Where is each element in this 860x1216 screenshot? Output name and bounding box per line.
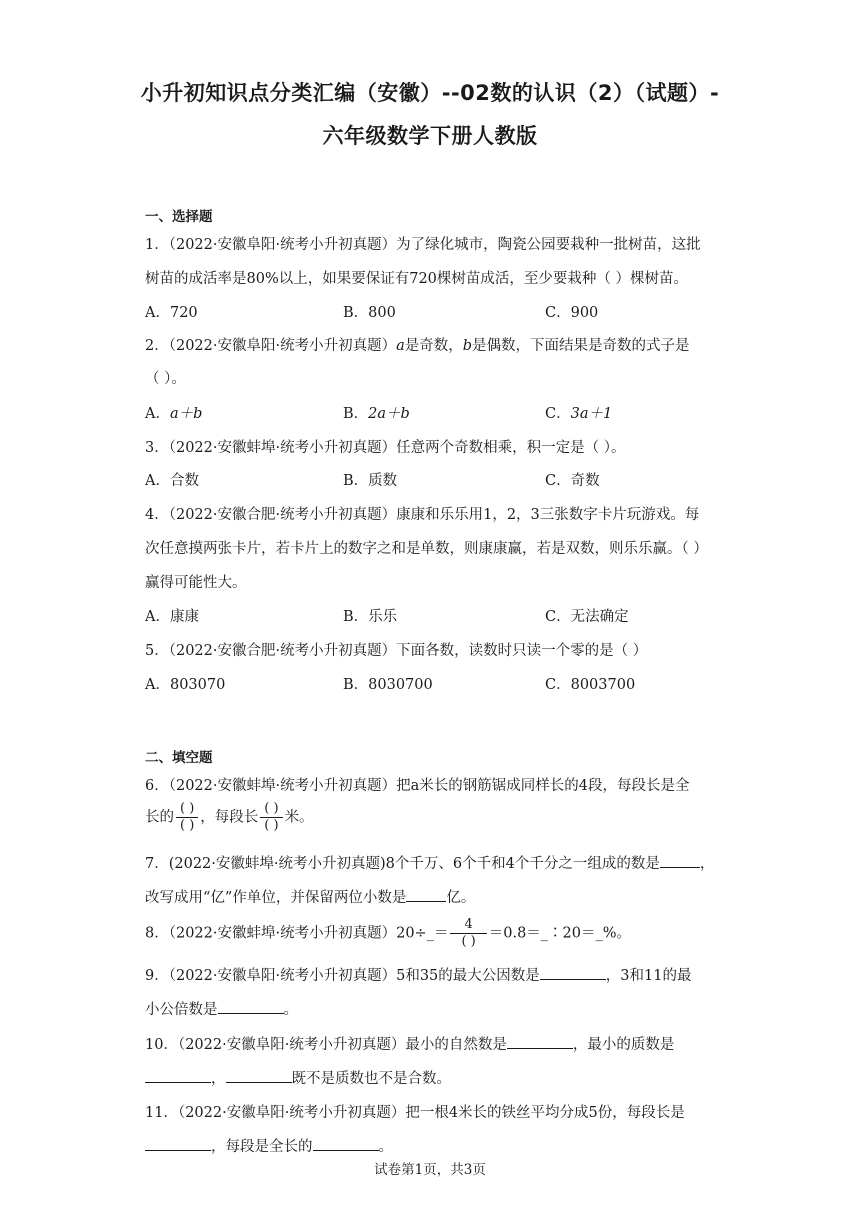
q11-blank-1[interactable] (145, 1138, 211, 1151)
q5-option-b: B．8030700 (343, 677, 433, 693)
q2-option-c-expr: 3a＋1 (570, 406, 613, 422)
q6-fraction-2-bottom: ( ) (260, 817, 282, 833)
q3-option-a: A．合数 (145, 473, 199, 489)
q9-text-1b: ，3和11的最 (605, 968, 692, 984)
title-line-2: 六年级数学下册人教版 (322, 124, 538, 148)
q5-option-a: A．803070 (145, 677, 226, 693)
q2-option-b-expr: 2a＋b (368, 406, 410, 422)
q2-option-b (343, 402, 410, 423)
q4-option-b: B．乐乐 (343, 609, 398, 625)
title-line-1: 小升初知识点分类汇编（安徽）--02数的认识（2）（试题）- (140, 81, 720, 105)
q8-fraction-top: 4 (464, 917, 473, 932)
q7-text-2b: 亿。 (446, 890, 476, 906)
q6-fraction-1 (176, 802, 198, 833)
q10-blank-3[interactable] (226, 1070, 292, 1083)
q3-option-b: B．质数 (343, 473, 398, 489)
q6-fraction-2 (260, 802, 282, 833)
q2-option-a (145, 402, 202, 423)
q11-line-1: 11．（2022·安徽阜阳·统考小升初真题）把一根4米长的铁丝平均分成5份，每段长是 (145, 1105, 685, 1121)
q9-text-2b: 。 (283, 1002, 298, 1018)
q7-line-1 (145, 852, 714, 873)
q11-text-2b: 。 (378, 1139, 393, 1155)
q6-post: 米。 (284, 809, 314, 826)
q9-line-1 (145, 964, 691, 985)
q4-line-3: 赢得可能性大。 (145, 575, 247, 591)
q6-line-2 (145, 802, 314, 833)
q2-option-b-label: B． (343, 406, 369, 422)
q5-option-c: C．8003700 (545, 677, 636, 693)
q9-line-2 (145, 998, 298, 1019)
q10-line-2 (145, 1067, 451, 1088)
q6-fraction-2-top: ( ) (264, 801, 279, 816)
q6-mid: ，每段长 (200, 809, 259, 826)
q11-blank-2[interactable] (313, 1138, 379, 1151)
q10-line-1 (145, 1033, 674, 1054)
q1-line-1: 1．（2022·安徽阜阳·统考小升初真题）为了绿化城市，陶瓷公园要栽种一批树苗，这批 (145, 237, 701, 253)
q2-line-1 (145, 334, 690, 355)
q8-fraction-bottom: ( ) (450, 933, 486, 949)
q6-fraction-1-bottom: ( ) (176, 817, 198, 833)
q4-line-2: 次任意摸两张卡片，若卡片上的数字之和是单数，则康康赢，若是双数，则乐乐赢。（ ） (145, 541, 708, 557)
q10-text-1a: 10．（2022·安徽阜阳·统考小升初真题）最小的自然数是 (145, 1037, 507, 1053)
q10-text-2a: ， (211, 1071, 226, 1087)
q8-fraction (450, 918, 486, 949)
q7-line-2 (145, 886, 475, 907)
q7-text-1a: 7．(2022·安徽蚌埠·统考小升初真题)8个千万、6个千和4个千分之一组成的数是 (145, 856, 660, 872)
q2-mid: 是奇数， (404, 338, 463, 354)
q9-blank-2[interactable] (218, 1001, 284, 1014)
q4-option-c: C．无法确定 (545, 609, 629, 625)
q2-line-2: （ ）。 (145, 371, 186, 387)
q11-line-2 (145, 1135, 393, 1156)
q2-option-c-label: C． (545, 406, 571, 422)
q1-option-c: C．900 (545, 305, 599, 321)
q10-blank-1[interactable] (507, 1036, 573, 1049)
q7-blank-2[interactable] (406, 889, 446, 902)
q1-line-2: 树苗的成活率是80%以上，如果要保证有720棵树苗成活，至少要栽种（ ）棵树苗。 (145, 271, 689, 287)
q6-pre: 长的 (145, 809, 174, 826)
q2-option-a-label: A． (145, 406, 170, 422)
q7-text-1b: ， (699, 856, 715, 872)
q7-blank-1[interactable] (660, 855, 700, 868)
q4-line-1: 4．（2022·安徽合肥·统考小升初真题）康康和乐乐用1，2，3三张数字卡片玩游戏。每 (145, 507, 700, 523)
section-heading-fill: 二、填空题 (145, 750, 213, 766)
q8-post: ＝0.8＝_∶20＝_%。 (488, 925, 632, 942)
q10-text-2b: 既不是质数也不是合数。 (291, 1071, 451, 1087)
q9-text-2a: 小公倍数是 (145, 1002, 218, 1018)
section-heading-choice: 一、选择题 (145, 209, 213, 225)
q5-line-1: 5．（2022·安徽合肥·统考小升初真题）下面各数，读数时只读一个零的是（ ） (145, 643, 648, 659)
q3-line-1: 3．（2022·安徽蚌埠·统考小升初真题）任意两个奇数相乘，积一定是（ ）。 (145, 440, 626, 456)
q3-option-c: C．奇数 (545, 473, 600, 489)
q9-text-1a: 9．（2022·安徽阜阳·统考小升初真题）5和35的最大公因数是 (145, 968, 540, 984)
q10-blank-2[interactable] (145, 1070, 211, 1083)
q1-option-a: A．720 (145, 305, 198, 321)
page-footer: 试卷第1页，共3页 (374, 1162, 486, 1178)
q4-option-a: A．康康 (145, 609, 199, 625)
q6-line-1: 6．（2022·安徽蚌埠·统考小升初真题）把a米长的钢筋锯成同样长的4段，每段长是全 (145, 778, 690, 794)
q1-option-b: B．800 (343, 305, 396, 321)
q2-option-a-expr: a＋b (169, 406, 203, 422)
q9-blank-1[interactable] (540, 967, 606, 980)
q6-fraction-1-top: ( ) (180, 801, 195, 816)
q2-suffix: 是偶数，下面结果是奇数的式子是 (472, 338, 690, 354)
q2-var-a: a (396, 338, 405, 354)
q2-var-b: b (462, 338, 473, 354)
q10-text-1b: ，最小的质数是 (572, 1037, 675, 1053)
q8-line-1 (145, 918, 631, 949)
q8-pre: 8．（2022·安徽蚌埠·统考小升初真题）20÷_＝ (145, 925, 449, 942)
q7-text-2a: 改写成用“亿”作单位，并保留两位小数是 (145, 890, 407, 906)
q2-prefix: 2．（2022·安徽阜阳·统考小升初真题） (145, 338, 397, 354)
q11-text-2a: ，每段是全长的 (211, 1139, 313, 1155)
q2-option-c (545, 402, 612, 423)
